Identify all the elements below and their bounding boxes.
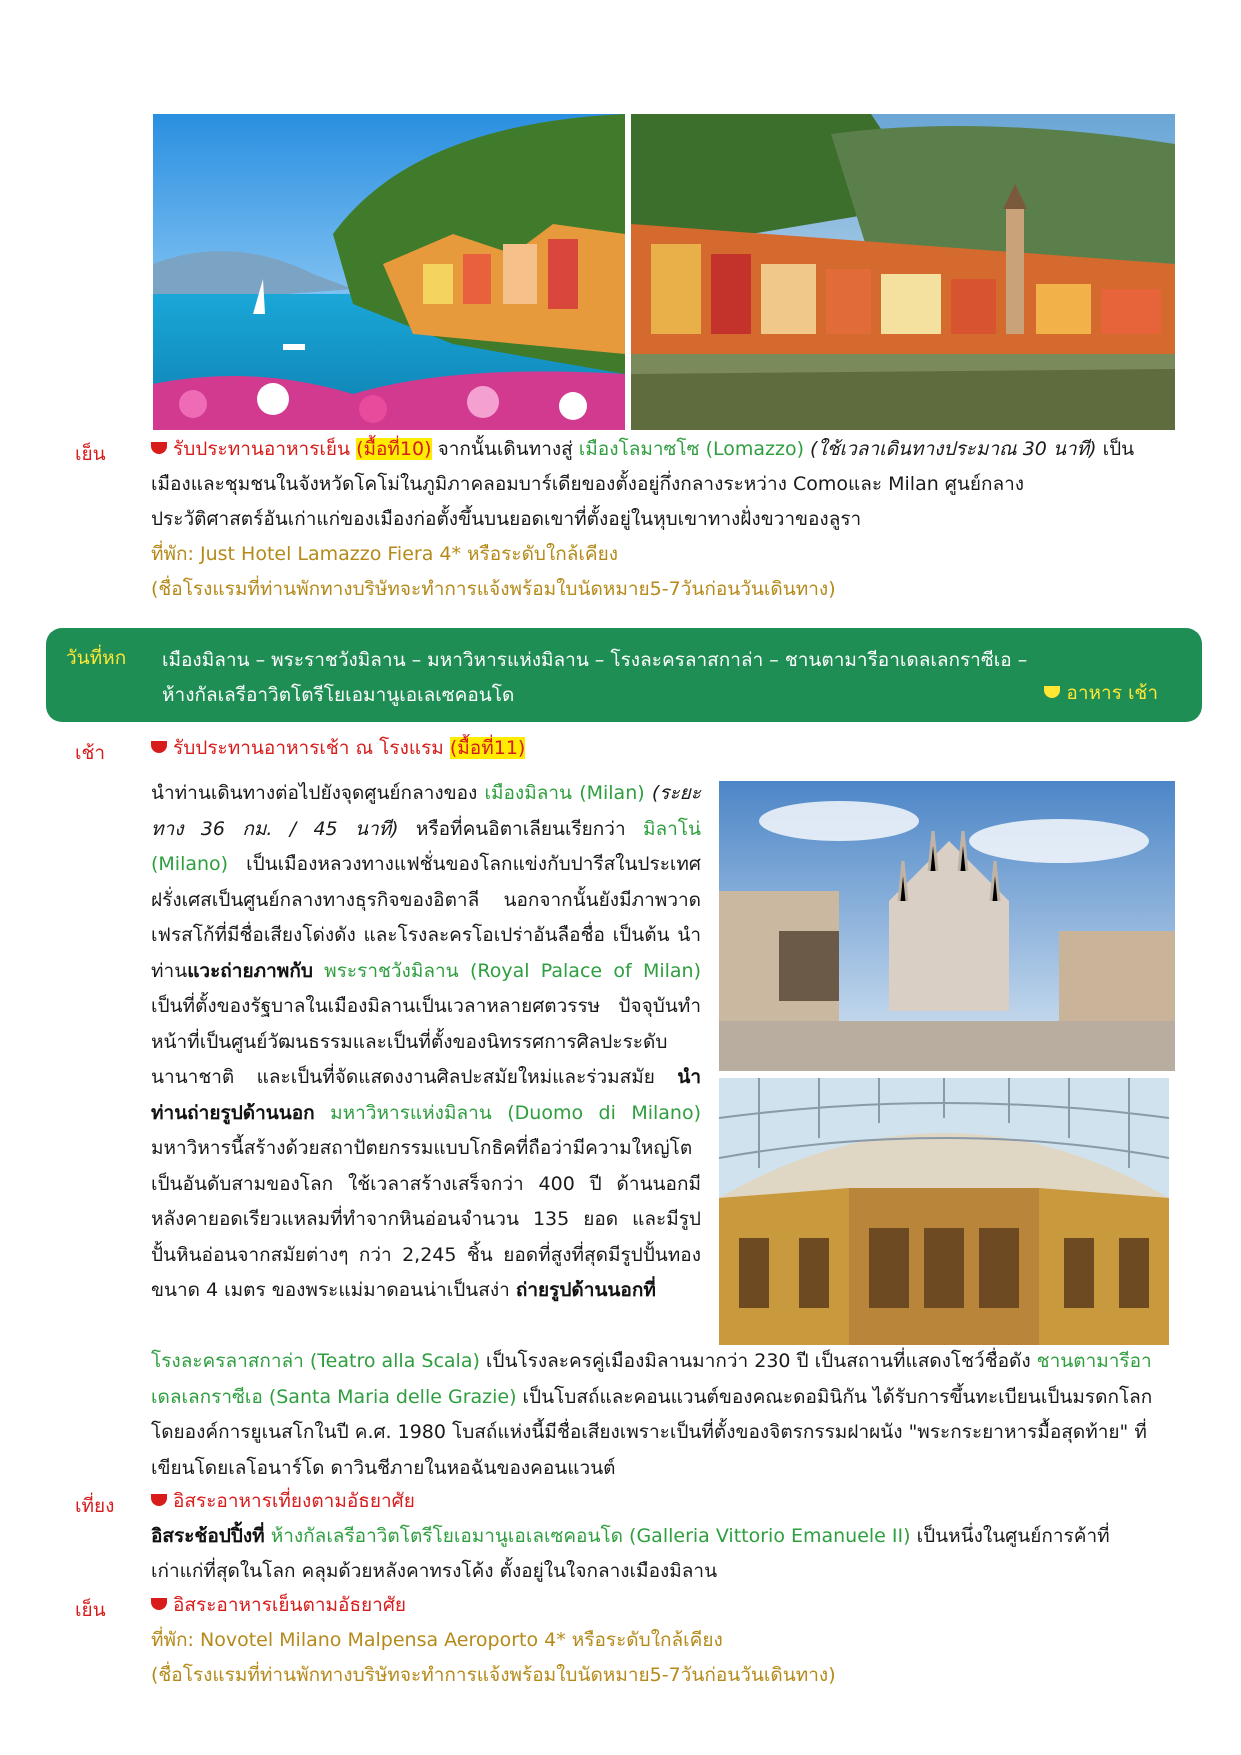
morning-label: เช้า [75, 742, 106, 764]
milan-duomo-photo [719, 781, 1175, 1071]
hotel-info-2: ที่พัก: Novotel Milano Malpensa Aeroporto 4* หรือระดับใกล้เคียง [151, 1629, 723, 1651]
place-duomo: มหาวิหารแห่งมิลาน (Duomo di Milano) [314, 1101, 701, 1124]
travel-text: จากนั้นเดินทางสู่ [431, 438, 579, 460]
breakfast-line [151, 731, 525, 766]
dish-icon [151, 741, 167, 753]
place-lomazzo: เมืองโลมาซโซ (Lomazzo) [578, 438, 804, 460]
lunch-title: อิสระอาหารเที่ยงตามอัธยาศัย [173, 1490, 415, 1512]
lomazzo-desc-2: ประวัติศาสตร์อันเก่าแก่ของเมืองก่อตั้งขึ้นบนยอดเขาที่ตั้งอยู่ในหุบเขาทางฝั่งขวาของลูรา [151, 508, 862, 530]
meal-number: (มื้อที่11) [449, 737, 526, 759]
place-royal-palace: พระราชวังมิลาน (Royal Palace of Milan) [312, 959, 701, 982]
galleria-text-1: เป็นหนึ่งในศูนย์การค้าที่ [910, 1525, 1110, 1547]
evening-dinner-block [151, 432, 1181, 607]
day-route [162, 643, 1027, 713]
dinner-title-2: อิสระอาหารเย็นตามอัธยาศัย [173, 1594, 407, 1616]
day-route-line-2: ห้างกัลเลรีอาวิตโตรีโยเอมานูเอเลเซคอนโด [162, 684, 515, 706]
milan-description-full [151, 1344, 1175, 1486]
galleria-text-2: เก่าแก่ที่สุดในโลก คลุมด้วยหลังคาทรงโค้ง ตั้งอยู่ในใจกลางเมืองมิลาน [151, 1560, 718, 1582]
lake-como-photo-1 [153, 114, 625, 430]
day-label: วันที่หก [66, 647, 127, 669]
milan-text-3: เป็นเมืองหลวงทางแฟชั่นของโลกแข่งกับปารีสในประเทศฝรั่งเศสเป็นศูนย์กลางทางธุรกิจของอิตาลี นอกจากนั้นยังมีภาพวาดเฟรสโก้ที่มีชื่อเสียงโด่งดัง และโรงละครโอเปร่าอันลือชื่อ เป็นต้น นำท่าน [151, 853, 701, 982]
place-santa-maria: ชานตามารีอาเดลเลกราซีเอ (Santa Maria delle Grazie) [151, 1350, 1152, 1408]
milan-text-4: เป็นที่ตั้งของรัฐบาลในเมืองมิลานเป็นเวลาหลายศตวรรษ ปัจจุบันทำหน้าที่เป็นศูนย์วัฒนธรรมและเป็นที่ตั้งของนิทรรศการศิลปะระดับนานาชาติ และเป็นที่จัดแสดงงานศิลปะสมัยใหม่และร่วมสมัย [151, 995, 701, 1088]
hotel-note-2: (ชื่อโรงแรมที่ท่านพักทางบริษัทจะทำการแจ้งพร้อมใบนัดหมาย5-7วันก่อนวันเดินทาง) [151, 1664, 836, 1686]
dish-icon [151, 1494, 167, 1506]
lomazzo-desc-1: เมืองและชุมชนในจังหวัดโคโม่ในภูมิภาคลอมบาร์เดียของตั้งอยู่กึ่งกลางระหว่าง Comoและ Milan ศูนย์กลาง [151, 473, 1025, 495]
milan-text-6: เป็นโรงละครคู่เมืองมิลานมากว่า 230 ปี เป็นสถานที่แสดงโชว์ชื่อดัง [479, 1350, 1037, 1372]
evening-label: เย็น [75, 443, 106, 465]
milan-photo-outside-2: ถ่ายรูปด้านนอกที่ [515, 1279, 656, 1301]
milan-photo-outside: นำท่านถ่ายรูปด้านนอก [151, 1066, 701, 1124]
hotel-info: ที่พัก: Just Hotel Lamazzo Fiera 4* หรือระดับใกล้เคียง [151, 543, 619, 565]
dish-icon [1044, 686, 1060, 698]
milan-text-5: มหาวิหารนี้สร้างด้วยสถาปัตยกรรมแบบโกธิคที่ถือว่ามีความใหญ่โตเป็นอันดับสามของโลก ใช้เวลาสร้างเสร็จกว่า 400 ปี ด้านนอกมีหลังคายอดเรียวแหลมที่ทำจากหินอ่อนจำนวน 135 ยอด และมีรูปปั้นหินอ่อนจากสมัยต่างๆ กว่า 2,245 ชิ้น ยอดที่สูงที่สุดมีรูปปั้นทองขนาด 4 เมตร ของพระแม่มาดอนน่าเป็นสง่า [151, 1137, 701, 1301]
noon-label: เที่ยง [75, 1495, 115, 1517]
shopping-lead: อิสระช้อปปิ้งที่ [151, 1525, 265, 1547]
hotel-note: (ชื่อโรงแรมที่ท่านพักทางบริษัทจะทำการแจ้งพร้อมใบนัดหมาย5-7วันก่อนวันเดินทาง) [151, 578, 836, 600]
dish-icon [151, 1598, 167, 1610]
day-route-line-1: เมืองมิลาน – พระราชวังมิลาน – มหาวิหารแห่งมิลาน – โรงละครลาสกาล่า – ชานตามารีอาเดลเลกราซีเอ – [162, 649, 1028, 671]
meal-number: (มื้อที่10) [356, 438, 432, 460]
place-milano: มิลาโน่ (Milano) [151, 817, 701, 875]
place-galleria: ห้างกัลเลรีอาวิตโตรีโยเอมานูเอเลเซคอนโด (Galleria Vittorio Emanuele II) [264, 1525, 911, 1547]
place-milan: เมืองมิลาน (Milan) [484, 782, 645, 804]
milan-text-1: นำท่านเดินทางต่อไปยังจุดศูนย์กลางของ [151, 782, 485, 804]
day-meal [1044, 678, 1158, 708]
milan-description-column [151, 776, 701, 1309]
travel-text-end: เป็น [1096, 438, 1135, 460]
milan-text-2: หรือที่คนอิตาเลียนเรียกว่า [398, 817, 643, 840]
place-la-scala: โรงละครลาสกาล่า (Teatro alla Scala) [151, 1350, 480, 1372]
evening-block-2 [151, 1588, 1181, 1693]
milan-photo-stop: แวะถ่ายภาพกับ [187, 959, 313, 982]
dish-icon [151, 442, 167, 454]
day-meal-text: อาหาร เช้า [1066, 682, 1158, 704]
milan-distance: (ระยะทาง 36 กม. / 45 นาที) [151, 782, 701, 840]
breakfast-title: รับประทานอาหารเช้า ณ โรงแรม [173, 737, 444, 759]
lake-como-photo-2 [631, 114, 1175, 430]
milan-text-7: เป็นโบสถ์และคอนแวนต์ของคณะดอมินิกัน ได้รับการขึ้นทะเบียนเป็นมรดกโลกโดยองค์การยูเนสโกในปี ค.ศ. 1980 โบสถ์แห่งนี้มีชื่อเสียงเพราะเป็นที่ตั้งของจิตรกรรมฝาผนัง "พระกระยาหารมื้อสุดท้าย" ที่เขียนโดยเลโอนาร์โด ดาวินชีภายในหอฉันของคอนแวนต์ [151, 1385, 1153, 1479]
travel-time: (ใช้เวลาเดินทางประมาณ 30 นาที) [804, 438, 1097, 460]
galleria-photo [719, 1078, 1169, 1345]
dinner-title: รับประทานอาหารเย็น [173, 438, 351, 460]
evening-label-2: เย็น [75, 1599, 106, 1621]
noon-block [151, 1484, 1181, 1589]
day-six-banner [46, 628, 1202, 722]
